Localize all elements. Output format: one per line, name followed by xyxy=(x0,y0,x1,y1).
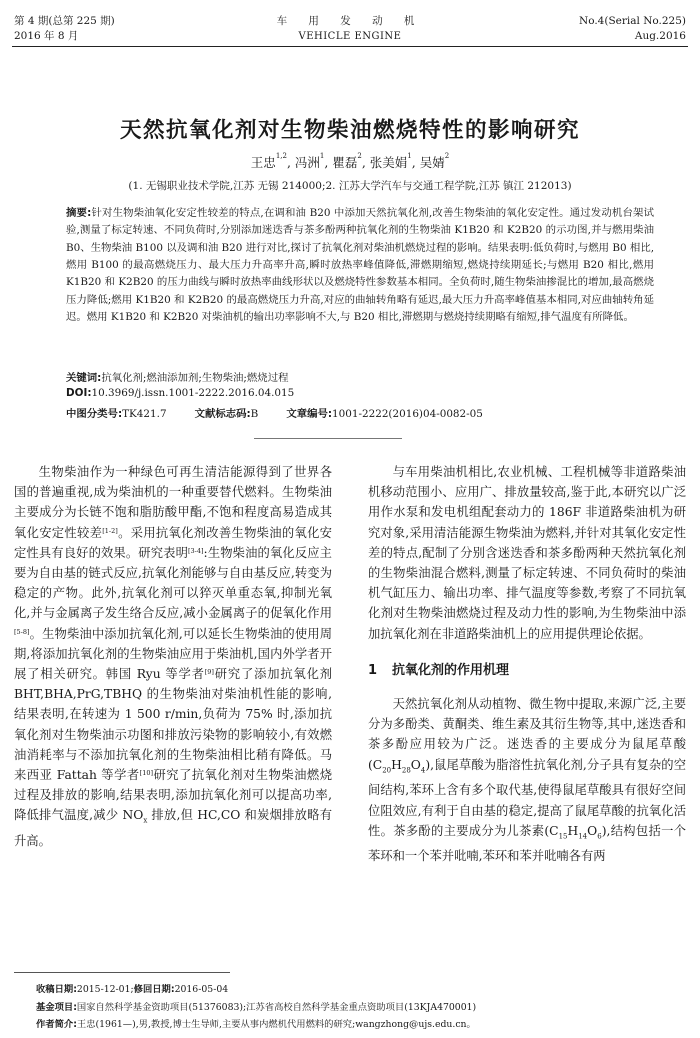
body-paragraph xyxy=(368,694,686,867)
abstract-text: 针对生物柴油氧化安定性较差的特点,在调和油 B20 中添加天然抗氧化剂,改善生物柴油的氧化安定性。通过发动机台架试验,测量了标定转速、不同负荷时,分别添加迷迭香与茶多酚两种抗氧化剂的生物柴油 K1B20 和 K2B20 的示功图,并与燃用柴油 B0、生物柴油 B100 以及调和油 B20 进行对比,探讨了抗氧化剂对柴油机燃烧过程的影响。结果表明:低负荷时,与燃用 B0 相比,燃用 B100 的最高燃烧压力、最大压力升高率升高,瞬时放热率峰值降低,滞燃期缩短,燃烧持续期延长;与燃用 B20 相比,燃用 K1B20 和 K2B20 的压力曲线与瞬时放热率曲线形状以及燃烧特性参数基本相同。全负荷时,随生物柴油掺混比的增加,最高燃烧压力降低;燃用 K1B20 和 K2B20 的最高燃烧压力升高,对应的曲轴转角略有延迟,最大压力升高率峰值基本相同,对应曲轴转角延迟。燃用 K1B20 和 K2B20 对柴油机的输出功率影响不大,与 B20 相比,滞燃期与燃烧持续期略有缩短,排气温度有所降低。 xyxy=(66,207,655,324)
author-list: 王忠$^{1,2}$, 冯洲$^1$, 瞿磊$^2$, 张美娟$^1$, 吴婧$^2$ xyxy=(250,152,450,170)
header-divider xyxy=(12,46,688,47)
doi xyxy=(66,387,294,399)
footnote-divider xyxy=(14,972,230,973)
text-run: O xyxy=(587,823,598,838)
text-run: 天然抗氧化剂从动植物、微生物中提取,来源广泛,主要分为多酚类、黄酮类、维生素及其衍生物等,其中,迷迭香和茶多酚应用较为广泛。迷迭香的主要成分为鼠尾草酸(C xyxy=(368,697,686,772)
citation: [10] xyxy=(139,769,154,778)
author-affil-mark: 2 xyxy=(357,152,362,160)
text-run: ),结构包括一个苯环和一个苯并吡喃,苯环和苯并吡喃各有两 xyxy=(368,823,686,864)
keywords-label: 关键词: xyxy=(66,372,102,384)
abstract-divider xyxy=(254,438,402,439)
journal-name-cn: 车 用 发 动 机 xyxy=(276,15,424,27)
text-run: 排放,但 HC,CO 和炭烟排放略有升高。 xyxy=(14,808,332,849)
citation: [9] xyxy=(204,668,214,677)
revised-label: 修回日期: xyxy=(133,984,175,995)
text-run: 。生物柴油中添加抗氧化剂,可以延长生物柴油的使用周期,将添加抗氧化剂的生物柴油应用于柴油机,国内外学者开展了相关研究。韩国 Ryu 等学者 xyxy=(14,626,332,682)
received-date: 2015-12-01; xyxy=(76,984,134,995)
running-header-right xyxy=(579,14,686,44)
author-bio-text: 王忠(1961—),男,教授,博士生导师,主要从事内燃机代用燃料的研究;wangzhong@ujs.edu.cn。 xyxy=(76,1019,476,1030)
text-run: 。采用抗氧化剂改善生物柴油的氧化安定性具有良好的效果。研究表明 xyxy=(14,525,332,560)
section-number: 1 xyxy=(368,662,378,678)
text-run: ),鼠尾草酸为脂溶性抗氧化剂,分子具有复杂的空间结构,苯环上含有多个取代基,使得鼠尾草酸具有很好空间位阻效应,有利于自由基的稳定,提高了鼠尾草酸的抗氧化活性。茶多酚的主要成分为儿茶素(C xyxy=(368,757,686,838)
doi-label: DOI: xyxy=(66,387,92,399)
journal-name-en: VEHICLE ENGINE xyxy=(298,31,402,42)
body-paragraph: 与车用柴油机相比,农业机械、工程机械等非道路柴油机移动范围小、应用广、排放量较高,鉴于此,本研究以广泛用作水泵和发电机组配套动力的 186F 非道路柴油机为研究对象,采用清洁能源生物柴油为燃料,并针对其氧化安定性差的特点,配制了分别含迷迭香和茶多酚两种天然抗氧化剂的生物柴油混合燃料,测量了标定转速、不同负荷时的柴油机气缸压力、输出功率、排气温度等参数,考察了不同抗氧化剂对生物柴油燃烧过程及动力性的影响,为生物柴油中添加抗氧化剂在非道路柴油机上的应用提供理论依据。 xyxy=(368,465,686,641)
citation: [5-8] xyxy=(14,627,30,636)
author-affil-mark: 2 xyxy=(444,152,450,160)
text-run: H xyxy=(391,757,402,772)
revised-date: 2016-05-04 xyxy=(174,984,229,995)
keywords xyxy=(66,369,288,384)
doc-code-label: 文献标志码: xyxy=(194,408,251,420)
author-affil-mark: 1 xyxy=(407,152,412,160)
text-run: 生物柴油作为一种绿色可再生清洁能源得到了世界各国的普遍重视,成为柴油机的一种重要替代燃料。生物柴油主要成分为长链不饱和脂肪酸甲酯,不饱和程度高易造成其氧化安定性较差 xyxy=(14,465,332,540)
issue-number-cn: 第 4 期(总第 225 期) xyxy=(14,15,115,27)
footnote-author-bio xyxy=(36,1018,676,1031)
author-affil-mark: 1,2 xyxy=(275,152,287,160)
doi-text: 10.3969/j.issn.1001-2222.2016.04.015 xyxy=(91,387,295,399)
issue-date-cn: 2016 年 8 月 xyxy=(14,30,79,42)
funding-text: 国家自然科学基金资助项目(51376083);江苏省高校自然科学基金重点资助项目(13KJA470001) xyxy=(76,1002,477,1013)
article-number: 1001-2222(2016)04-0082-05 xyxy=(332,408,483,420)
subscript: 4 xyxy=(420,766,426,775)
author-bio-label: 作者简介: xyxy=(36,1019,77,1030)
abstract xyxy=(66,205,654,326)
footnote-funding xyxy=(36,1001,676,1014)
section-heading xyxy=(368,661,686,681)
text-run: 研究了抗氧化剂对生物柴油燃烧过程及排放的影响,结果表明,添加抗氧化剂可以提高功率,降低排气温度,减少 NO xyxy=(14,768,332,823)
text-run: 研究了添加抗氧化剂 BHT,BHA,PrG,TBHQ 的生物柴油对柴油机性能的影响,结果表明,在转速为 1 500 r/min,负荷为 75% 时,添加抗氧化剂对生物柴油示功图和排放污染物的影响较小,有效燃油消耗率与不添加抗氧化剂的生物柴油相比稍有降低。马来西亚 Fattah 等学者 xyxy=(14,667,332,783)
author-name: 吴婧 xyxy=(419,155,445,170)
author-affil-mark: 1 xyxy=(319,152,325,160)
abstract-label: 摘要: xyxy=(66,207,92,219)
author-name: 瞿磊 xyxy=(332,155,358,170)
keywords-text: 抗氧化剂;燃油添加剂;生物柴油;燃烧过程 xyxy=(101,372,289,384)
text-run: H xyxy=(567,823,579,838)
text-run: O xyxy=(410,757,421,772)
issue-number-en: No.4(Serial No.225) xyxy=(579,15,686,27)
subscript: 28 xyxy=(401,766,411,775)
classification-line xyxy=(66,405,666,420)
funding-label: 基金项目: xyxy=(36,1002,77,1013)
subscript: x xyxy=(143,816,148,825)
body-column-right xyxy=(368,462,686,867)
received-label: 收稿日期: xyxy=(36,984,77,995)
doc-code: B xyxy=(250,408,259,420)
article-number-label: 文章编号: xyxy=(286,408,333,420)
text-run: :生物柴油的氧化反应主要为自由基的链式反应,抗氧化剂能够与自由基反应,转变为稳定的产物。此外,抗氧化剂可以猝灭单重态氧,抑制光氧化,并与金属离子发生络合反应,减小金属离子的促氧化作用 xyxy=(14,545,332,621)
subscript: 15 xyxy=(558,832,568,841)
paper-title: 天然抗氧化剂对生物柴油燃烧特性的影响研究 xyxy=(119,118,580,143)
issue-date-en: Aug.2016 xyxy=(634,30,686,42)
section-title: 抗氧化剂的作用机理 xyxy=(392,662,510,678)
clc-code: TK421.7 xyxy=(122,408,167,420)
body-paragraph xyxy=(14,462,332,851)
author-name: 冯洲 xyxy=(294,155,320,170)
subscript: 6 xyxy=(597,832,602,841)
citation: [1-2] xyxy=(102,526,118,535)
clc-label: 中图分类号: xyxy=(66,408,123,420)
subscript: 14 xyxy=(578,832,588,841)
author-name: 王忠 xyxy=(250,155,276,170)
subscript: 20 xyxy=(382,766,392,775)
body-column-left xyxy=(14,462,332,851)
affiliations: (1. 无锡职业技术学院,江苏 无锡 214000;2. 江苏大学汽车与交通工程学院,江苏 镇江 212013) xyxy=(128,180,572,192)
footnote-dates xyxy=(36,983,676,996)
author-name: 张美娟 xyxy=(369,155,408,170)
citation: [3-4] xyxy=(188,546,204,555)
